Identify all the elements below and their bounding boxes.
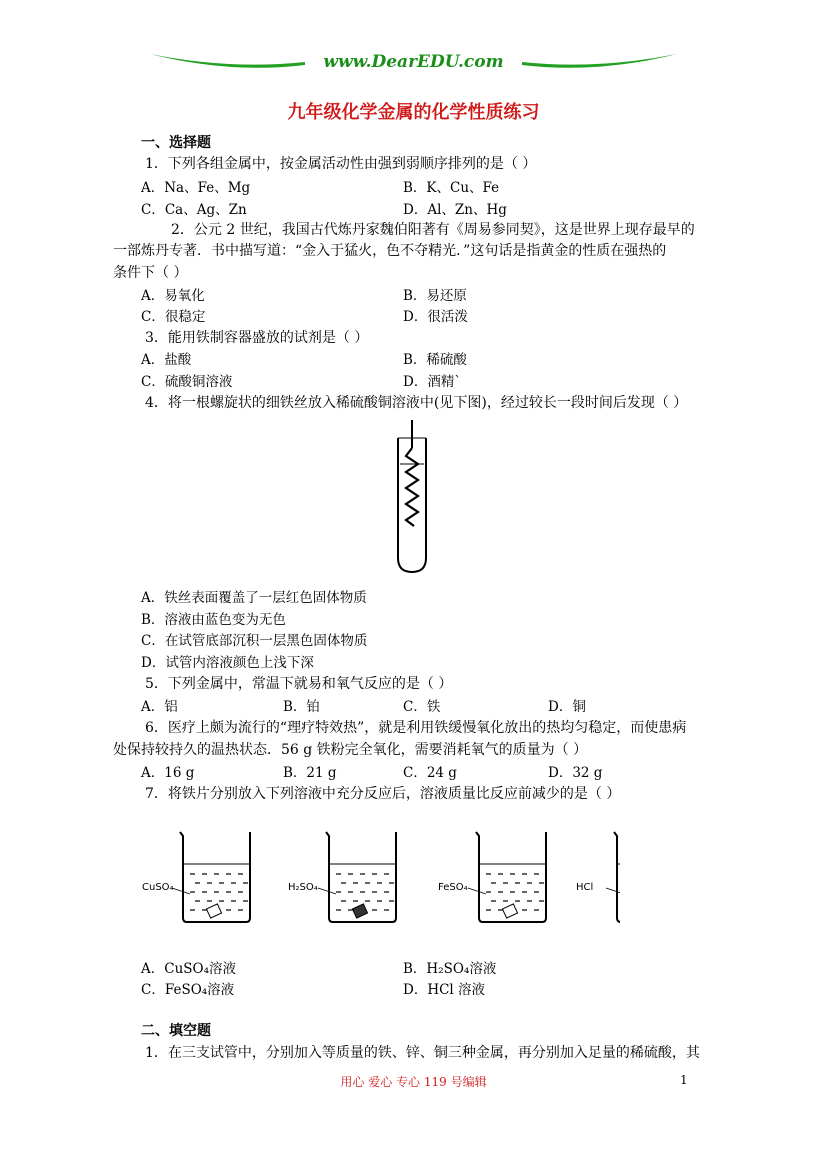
beakers-figure [140,828,620,928]
fill-q1-line1: 1．在三支试管中，分别加入等质量的铁、锌、铜三种金属，再分别加入足量的稀硫酸，其 [145,1045,700,1061]
q3-stem: 3．能用铁制容器盛放的试剂是（ ） [145,330,369,346]
q4-option-d: D．试管内溶液颜色上浅下深 [141,655,314,671]
q5-stem: 5．下列金属中，常温下就易和氧气反应的是（ ） [145,676,453,692]
q4-option-b: B．溶液由蓝色变为无色 [141,612,286,628]
beaker-0 [142,832,250,922]
q6-option-c: C．24 g [403,765,457,781]
q3-option-a: A．盐酸 [141,352,192,368]
q5-option-d: D．铜 [548,699,586,715]
q2-option-a: A．易氧化 [141,288,205,304]
q2-line1: 2．公元 2 世纪，我国古代炼丹家魏伯阳著有《周易参同契》，这是世界上现存最早的 [171,222,695,238]
section-choice: 一、选择题 [141,135,211,151]
q5-option-c: C．铁 [403,699,441,715]
q6-option-b: B．21 g [283,765,337,781]
q2-option-c: C．很稳定 [141,309,206,325]
beaker-label: HCl [576,882,594,893]
q5-option-a: A．铝 [141,699,178,715]
beaker-label: FeSO₄ [438,882,468,893]
section-fill: 二、填空题 [141,1023,211,1039]
q2-line2: 一部炼丹专著．书中描写道：“金入于猛火，色不夺精光．”这句话是指黄金的性质在强热的 [113,243,667,259]
q1-option-a: A．Na、Fe、Mg [141,180,251,196]
q6-option-a: A．16 g [141,765,195,781]
q3-option-c: C．硫酸铜溶液 [141,374,233,390]
beaker-label: CuSO₄ [142,882,174,893]
q2-line3: 条件下（ ） [113,265,188,281]
q7-option-a: A．CuSO₄溶液 [141,961,237,977]
q5-option-b: B．铂 [283,699,320,715]
q7-option-d: D．HCl 溶液 [403,982,486,998]
q7-option-b: B．H₂SO₄溶液 [403,961,497,977]
q4-option-c: C．在试管底部沉积一层黑色固体物质 [141,633,368,649]
q7-stem: 7．将铁片分别放入下列溶液中充分反应后，溶液质量比反应前减少的是（ ） [145,786,621,802]
q3-option-d: D．酒精` [403,374,462,390]
beaker-3 [576,832,620,922]
q6-option-d: D．32 g [548,765,603,781]
q1-stem: 1．下列各组金属中，按金属活动性由强到弱顺序排列的是（ ） [145,156,537,172]
q1-option-d: D．Al、Zn、Hg [403,202,507,218]
q4-stem: 4．将一根螺旋状的细铁丝放入稀硫酸铜溶液中(见下图)，经过较长一段时间后发现（ ） [145,395,688,411]
q2-option-b: B．易还原 [403,288,467,304]
q1-option-b: B．K、Cu、Fe [403,180,500,196]
beaker-label: H₂SO₄ [288,882,318,893]
q6-line2: 处保持较持久的温热状态．56 g 铁粉完全氧化，需要消耗氧气的质量为（ ） [113,742,588,758]
beaker-1 [288,832,396,922]
q7-option-c: C．FeSO₄溶液 [141,982,235,998]
q2-option-d: D．很活泼 [403,309,468,325]
q1-option-c: C．Ca、Ag、Zn [141,202,247,218]
footer-text: 用心 爱心 专心 119 号编辑 [340,1075,487,1089]
page-title: 九年级化学金属的化学性质练习 [287,102,540,123]
q4-option-a: A．铁丝表面覆盖了一层红色固体物质 [141,590,367,606]
q6-line1: 6．医疗上颇为流行的“理疗特效热”，就是利用铁缓慢氧化放出的热均匀稳定，而使患病 [145,720,687,736]
q3-option-b: B．稀硫酸 [403,352,467,368]
page-number: 1 [680,1073,688,1087]
beaker-2 [438,832,546,922]
test-tube-figure [392,418,432,576]
site-name: www.DearEDU.com [323,52,504,72]
